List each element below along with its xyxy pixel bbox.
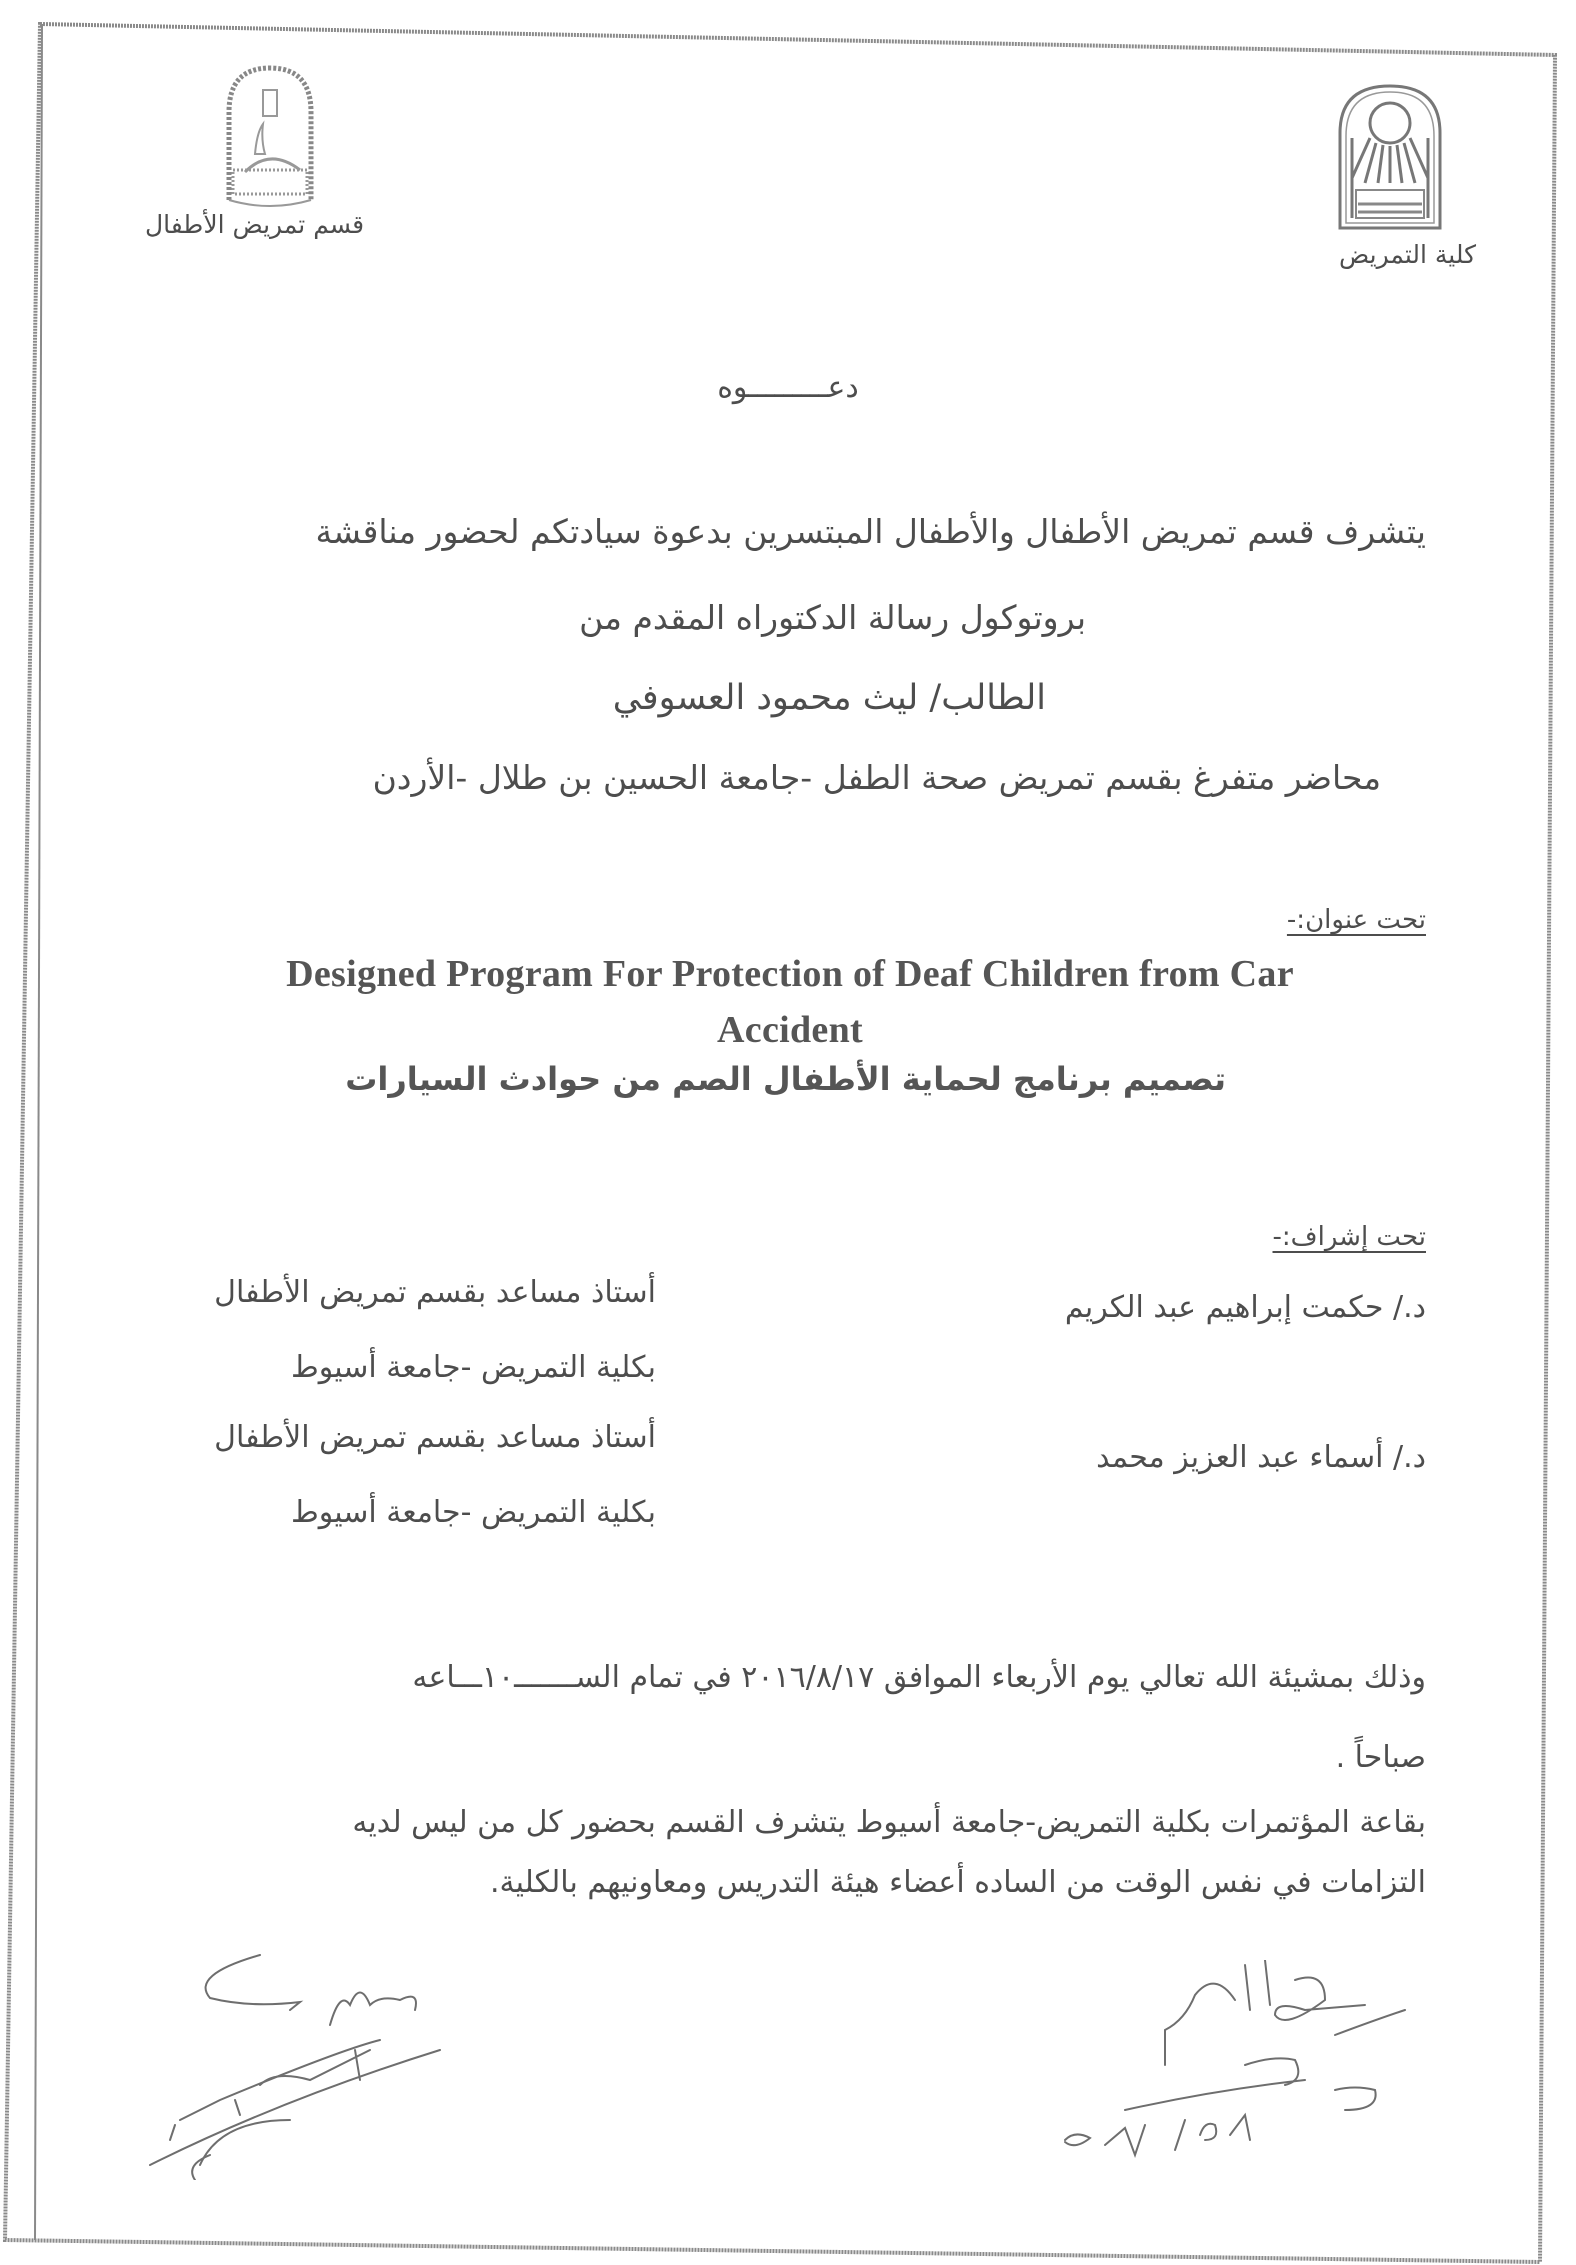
university-emblem-icon: [1330, 78, 1450, 233]
thesis-title-en-line-1: Designed Program For Protection of Deaf Children from Car: [286, 953, 1294, 995]
department-logo: [215, 62, 325, 207]
supervisor-2-title-line-1: أستاذ مساعد بقسم تمريض الأطفال: [214, 1420, 656, 1455]
supervision-label: تحت إشراف:-: [1272, 1222, 1426, 1252]
thesis-label: تحت عنوان:-: [1286, 905, 1426, 935]
student-name: الطالب/ ليث محمود العسوفي: [612, 678, 1046, 718]
department-caption: قسم تمريض الأطفال: [145, 210, 365, 239]
schedule-line-2: صباحاً .: [1335, 1740, 1426, 1775]
supervisor-2-name: د./ أسماء عبد العزيز محمد: [1096, 1440, 1426, 1475]
faculty-caption: كلية التمريض: [1338, 240, 1476, 269]
supervisor-1-title-line-1: أستاذ مساعد بقسم تمريض الأطفال: [214, 1275, 656, 1310]
thesis-title-en-line-2: Accident: [717, 1009, 863, 1051]
vice-dean-signature: [140, 1950, 520, 2180]
intro-line-2: بروتوكول رسالة الدكتوراه المقدم من: [579, 598, 1086, 637]
schedule-line-3: بقاعة المؤتمرات بكلية التمريض-جامعة أسيوط يتشرف القسم بحضور كل من ليس لديه: [352, 1805, 1426, 1840]
department-emblem-icon: [215, 62, 325, 207]
schedule-line-1: وذلك بمشيئة الله تعالي يوم الأربعاء الموافق ٢٠١٦/٨/١٧ في تمام الســـــــ١٠ـــاعه: [412, 1660, 1426, 1695]
invitation-title: دعـــــــــوه: [717, 370, 859, 405]
student-position: محاضر متفرغ بقسم تمريض صحة الطفل -جامعة الحسين بن طلال -الأردن: [372, 758, 1381, 797]
supervisor-1-title-line-2: بكلية التمريض -جامعة أسيوط: [290, 1350, 656, 1385]
thesis-title-ar: تصميم برنامج لحماية الأطفال الصم من حوادث السيارات: [345, 1060, 1226, 1098]
schedule-line-4: التزامات في نفس الوقت من الساده أعضاء هيئة التدريس ومعاونيهم بالكلية.: [489, 1865, 1426, 1900]
intro-line-1: يتشرف قسم تمريض الأطفال والأطفال المبتسرين بدعوة سيادتكم لحضور مناقشة: [315, 512, 1426, 551]
supervisor-2-title-line-2: بكلية التمريض -جامعة أسيوط: [290, 1495, 656, 1530]
faculty-logo: [1330, 78, 1450, 233]
department-head-signature: [1035, 1960, 1435, 2160]
supervisor-1-name: د./ حكمت إبراهيم عبد الكريم: [1064, 1290, 1426, 1325]
